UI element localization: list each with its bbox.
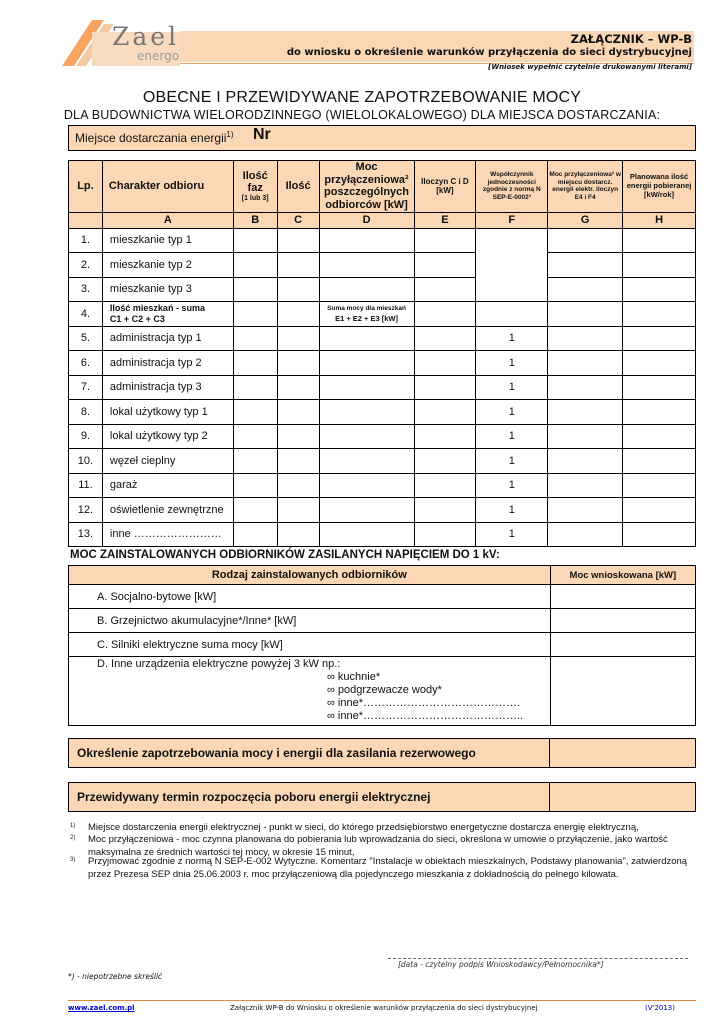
cell-input[interactable] (414, 449, 476, 474)
col-rodzaj: Rodzaj zainstalowanych odbiorników (69, 566, 551, 585)
cell-input[interactable] (233, 473, 277, 498)
cell-input[interactable] (414, 375, 476, 400)
footnote: 1) Miejsce dostarczenia energii elektrycznej - punkt w sieci, do którego przedsiębiorstwo energetyczne dostarcza energię elektryczną, (70, 822, 639, 833)
logo-sub: energo (137, 49, 180, 63)
col-letter: D (319, 212, 414, 228)
row-factor: 1 (476, 375, 548, 400)
col-letter: H (623, 212, 696, 228)
row-factor: 1 (476, 326, 548, 351)
col-letter: B (233, 212, 277, 228)
col-letter: C (277, 212, 319, 228)
row-factor: 1 (476, 400, 548, 425)
cell-input[interactable] (548, 498, 623, 523)
sub-item: ∞ podgrzewacze wody* (327, 684, 442, 696)
footnote: 2) Moc przyłączeniowa - moc czynna planowana do pobierania lub wprowadzania do sieci, określona w umowie o przyłączenie, jako wartość maksymalna ze średnich wartości tej mocy, w okresie 15 minut, (70, 834, 668, 858)
table-row (69, 498, 696, 523)
row-factor: 1 (476, 473, 548, 498)
item-label: C. Silniki elektryczne suma mocy [kW] (69, 633, 551, 657)
table-row (69, 449, 696, 474)
cell-input[interactable] (277, 522, 319, 547)
cell-input[interactable] (623, 449, 696, 474)
footer-text: Załącznik WP-B do Wniosku o określenie warunków przyłączenia do sieci dystrybucyjnej (230, 1004, 538, 1012)
table-row (69, 522, 696, 547)
installed-table (68, 565, 696, 726)
cell-input[interactable] (550, 609, 695, 633)
row-lp: 3. (69, 277, 103, 302)
row-name: administracja typ 1 (102, 326, 233, 351)
cell-input[interactable] (548, 375, 623, 400)
col-letter (69, 212, 103, 228)
cell-input[interactable] (548, 351, 623, 376)
cell-input[interactable] (319, 375, 414, 400)
cell-input[interactable] (277, 400, 319, 425)
signature-caption: [data - czytelny podpis Wnioskodawcy/Pełnomocnika*] (398, 960, 604, 969)
cell-input[interactable] (623, 498, 696, 523)
reserve-row (68, 738, 696, 768)
table-row (69, 424, 696, 449)
col-ilosc: Ilość (277, 161, 319, 213)
cell-input[interactable] (233, 449, 277, 474)
cell-input[interactable] (414, 351, 476, 376)
cell-input[interactable] (277, 228, 319, 253)
cell-input[interactable] (233, 351, 277, 376)
cell-input[interactable] (414, 302, 476, 327)
row-lp: 11. (69, 473, 103, 498)
row-name: garaż (102, 473, 233, 498)
cell-input[interactable] (233, 302, 277, 327)
section-title: MOC ZAINSTALOWANYCH ODBIORNIKÓW ZASILANYCH NAPIĘCIEM DO 1 kV: (70, 549, 500, 561)
cell-input[interactable] (623, 253, 696, 278)
row-lp: 9. (69, 424, 103, 449)
logo-name: Zael (112, 22, 180, 51)
start-label: Przewidywany termin rozpoczęcia poboru energii elektrycznej (77, 790, 431, 804)
row-lp: 2. (69, 253, 103, 278)
cell-input[interactable] (277, 424, 319, 449)
cell-input[interactable] (414, 522, 476, 547)
cell-input[interactable] (233, 326, 277, 351)
cell-input[interactable] (319, 228, 414, 253)
signature-line (388, 958, 688, 959)
row-name: mieszkanie typ 2 (102, 253, 233, 278)
page-title: OBECNE I PRZEWIDYWANE ZAPOTRZEBOWANIE MOCY (142, 89, 582, 106)
page-subtitle: DLA BUDOWNICTWA WIELORODZINNEGO (WIELOLOKALOWEGO) DLA MIEJSCA DOSTARCZANIA: (63, 108, 661, 122)
col-wspolczynnik: Współczynnik jednoczesności zgodnie z normą N SEP-E-0002³ (476, 161, 548, 213)
cell-input[interactable] (548, 473, 623, 498)
cell-input[interactable] (319, 424, 414, 449)
row-lp: 8. (69, 400, 103, 425)
cell-input[interactable] (233, 375, 277, 400)
cell-input[interactable] (277, 326, 319, 351)
cell-input[interactable] (623, 522, 696, 547)
row-lp: 12. (69, 498, 103, 523)
cell-input[interactable] (623, 375, 696, 400)
cell-input[interactable] (277, 302, 319, 327)
sub-item: ∞ inne*……………………………………. (327, 697, 521, 709)
footer-link[interactable]: www.zael.com.pl (68, 1004, 135, 1012)
row-lp: 13. (69, 522, 103, 547)
cell-input[interactable] (623, 424, 696, 449)
table-row (69, 302, 696, 327)
table-row (69, 633, 696, 657)
cell-input[interactable] (548, 228, 623, 253)
cell-input[interactable] (233, 253, 277, 278)
cell-input[interactable] (623, 326, 696, 351)
place-nr-label: Nr (253, 126, 271, 143)
cell-input[interactable] (319, 351, 414, 376)
row-name: mieszkanie typ 1 (102, 228, 233, 253)
item-d: D. Inne urządzenia elektryczne powyżej 3 kW np.: ∞ kuchnie* ∞ podgrzewacze wody* ∞ inne*……………………………………. ∞ inne*…………………………………….. (69, 657, 551, 726)
row-name: Ilość mieszkań - suma C1 + C2 + C3 (102, 302, 233, 327)
cell-input[interactable] (233, 522, 277, 547)
row-factor: 1 (476, 449, 548, 474)
sub-item: ∞ kuchnie* (327, 671, 381, 683)
cell-input[interactable] (548, 424, 623, 449)
cell-input[interactable] (233, 498, 277, 523)
row-name: mieszkanie typ 3 (102, 277, 233, 302)
divider (549, 739, 550, 767)
col-moc: Moc przyłączeniowa² poszczególnych odbiorców [kW] (319, 161, 414, 213)
cell-input[interactable] (414, 424, 476, 449)
cell-input[interactable] (414, 253, 476, 278)
demand-table (68, 160, 696, 547)
cell-input[interactable] (623, 228, 696, 253)
header-title: ZAŁĄCZNIK – WP-B (570, 32, 692, 46)
row-lp: 5. (69, 326, 103, 351)
cell-input[interactable] (319, 326, 414, 351)
cell-input[interactable] (233, 400, 277, 425)
row-name: administracja typ 3 (102, 375, 233, 400)
footer-divider (68, 1000, 696, 1001)
row-name: lokal użytkowy typ 2 (102, 424, 233, 449)
cell-input[interactable] (623, 277, 696, 302)
table-row (69, 400, 696, 425)
cell-input[interactable] (548, 302, 623, 327)
cell-input[interactable] (414, 498, 476, 523)
table-row (69, 351, 696, 376)
cell-input[interactable] (319, 498, 414, 523)
cell-input[interactable] (319, 400, 414, 425)
header-subtitle: do wniosku o określenie warunków przyłączenia do sieci dystrybucyjnej (286, 47, 692, 58)
col-moc-przyl: Moc przyłączeniowa² w miejscu dostarcz. energii elektr. iloczyn E4 i F4 (548, 161, 623, 213)
cell-input[interactable] (548, 400, 623, 425)
cell-input[interactable] (414, 326, 476, 351)
row-lp: 4. (69, 302, 103, 327)
cell-input[interactable] (319, 522, 414, 547)
sub-item: ∞ inne*…………………………………….. (327, 710, 524, 722)
footnote: 3) Przyjmować zgodnie z normą N SEP-E-002 Wytyczne. Komentarz "Instalacje w obiektach mieszkalnych, Podstawy planowania", zatwierdzoną przez Prezesa SEP dnia 25.06.2003 r. moc przyłączeniową dla pojedynczego mieszkania z dokładnością do pełnego kilowata. (70, 856, 688, 880)
col-letter: A (102, 212, 233, 228)
cell-input[interactable] (277, 277, 319, 302)
col-iloczyn: Iloczyn C i D [kW] (414, 161, 476, 213)
row-lp: 6. (69, 351, 103, 376)
table-row (69, 657, 696, 726)
cell-input[interactable] (277, 473, 319, 498)
cell-input[interactable] (277, 449, 319, 474)
cell-input[interactable] (319, 253, 414, 278)
col-planowana: Planowana ilość energii pobieranej [kW/rok] (623, 161, 696, 213)
col-letter: G (548, 212, 623, 228)
cell-input[interactable] (414, 277, 476, 302)
cell-input[interactable] (319, 449, 414, 474)
table-row (69, 609, 696, 633)
cell-input[interactable] (548, 277, 623, 302)
place-label: Miejsce dostarczania energii$^{1)}$ (75, 130, 234, 145)
cell-input[interactable] (319, 473, 414, 498)
cell-input[interactable] (476, 228, 548, 302)
row-factor: 1 (476, 498, 548, 523)
row-factor: 1 (476, 351, 548, 376)
table-row (69, 473, 696, 498)
cell-input[interactable] (233, 424, 277, 449)
col-letter: F (476, 212, 548, 228)
header-note: [Wniosek wypełnić czytelnie drukowanymi literami] (488, 63, 692, 71)
cell-input[interactable] (476, 302, 548, 327)
cell-input[interactable] (548, 449, 623, 474)
cell-input[interactable] (623, 351, 696, 376)
divider (549, 783, 550, 811)
row-name: oświetlenie zewnętrzne (102, 498, 233, 523)
col-ilosc-faz: Ilość faz [1 lub 3] (233, 161, 277, 213)
row-name: węzeł cieplny (102, 449, 233, 474)
table-row (69, 228, 696, 253)
cell-input[interactable] (414, 400, 476, 425)
cell-input[interactable] (277, 375, 319, 400)
item-label: A. Socjalno-bytowe [kW] (69, 585, 551, 609)
cell-input[interactable] (414, 228, 476, 253)
col-lp: Lp. (69, 161, 103, 213)
row-lp: 10. (69, 449, 103, 474)
row-name: lokal użytkowy typ 1 (102, 400, 233, 425)
col-charakter: Charakter odbioru (102, 161, 233, 213)
table-row (69, 326, 696, 351)
cell-input[interactable] (277, 351, 319, 376)
cell-input[interactable] (548, 253, 623, 278)
cell-input[interactable] (548, 522, 623, 547)
row-name: administracja typ 2 (102, 351, 233, 376)
cell-input[interactable] (550, 585, 695, 609)
cell-input[interactable] (233, 228, 277, 253)
cell-input[interactable] (414, 473, 476, 498)
cell-input[interactable] (319, 277, 414, 302)
row-factor: 1 (476, 522, 548, 547)
col-moc-wnioskowana: Moc wnioskowana [kW] (550, 566, 695, 585)
table-row (69, 375, 696, 400)
cell-input[interactable] (277, 253, 319, 278)
footnote-star: *) - niepotrzebne skreślić (68, 972, 163, 981)
row-factor: 1 (476, 424, 548, 449)
cell-input[interactable] (550, 657, 695, 726)
reserve-label: Określenie zapotrzebowania mocy i energii dla zasilania rezerwowego (77, 746, 476, 760)
table-row (69, 585, 696, 609)
cell-input[interactable] (277, 498, 319, 523)
table-row (69, 253, 696, 278)
cell-input[interactable] (550, 633, 695, 657)
table-row (69, 277, 696, 302)
cell-input[interactable] (623, 473, 696, 498)
row-name: inne …………………… (102, 522, 233, 547)
cell-input[interactable] (233, 277, 277, 302)
cell-input[interactable] (623, 400, 696, 425)
cell-input[interactable] (623, 302, 696, 327)
start-row (68, 782, 696, 812)
cell-input[interactable] (548, 326, 623, 351)
col-letter: E (414, 212, 476, 228)
row-lp: 1. (69, 228, 103, 253)
footer-version: (V'2013) (645, 1004, 675, 1012)
item-label: B. Grzejnictwo akumulacyjne*/Inne* [kW] (69, 609, 551, 633)
row-d-note: Suma mocy dla mieszkań E1 + E2 + E3 [kW] (319, 302, 414, 327)
row-lp: 7. (69, 375, 103, 400)
